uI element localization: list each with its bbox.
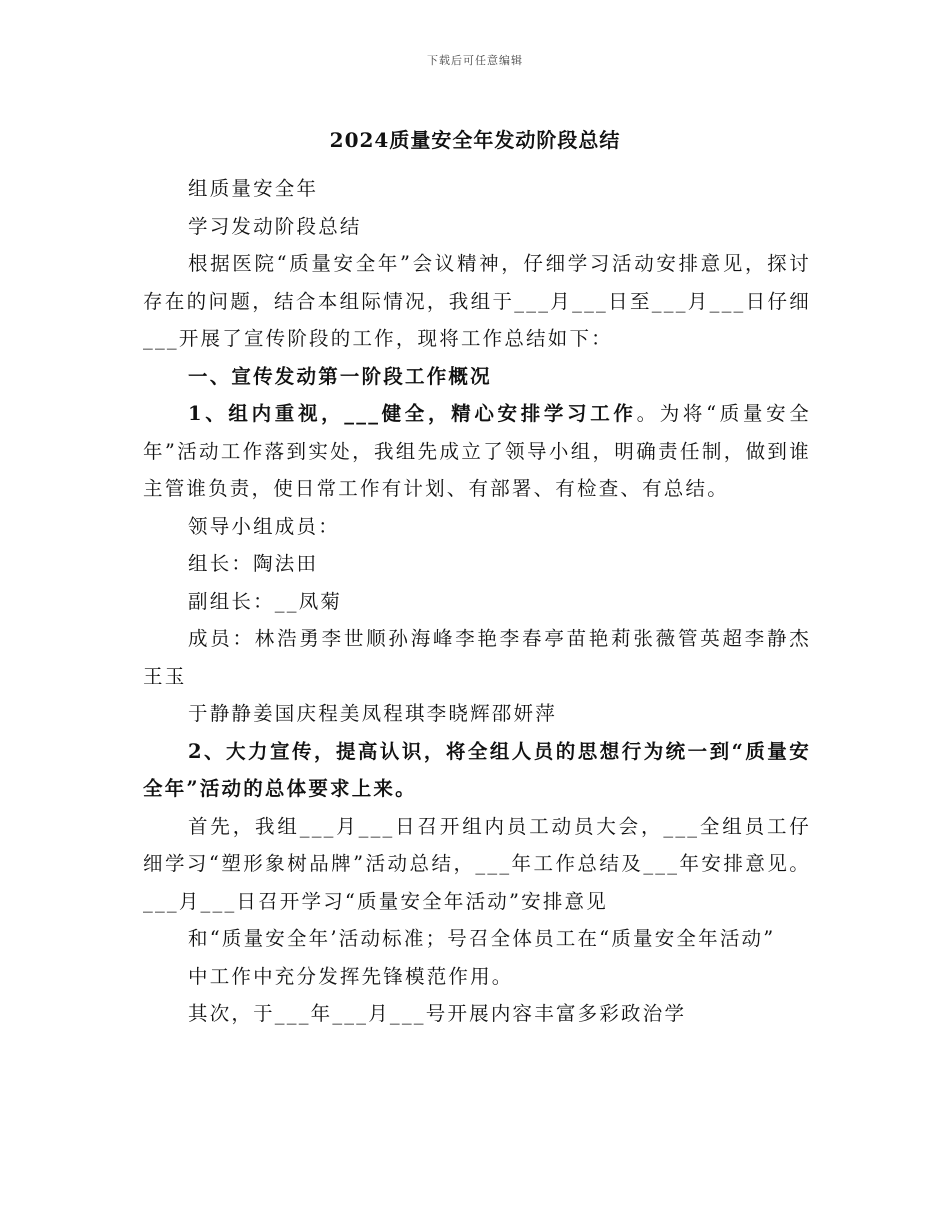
paragraph-role: 中工作中充分发挥先锋模范作用。 — [188, 964, 514, 988]
item-1-text: 。为将“质量安全年”活动工作落到实处，我组先成立了领导小组，明确责任制，做到谁主管谁负责，使日常工作有计划、有部署、有检查、有总结。 — [143, 402, 811, 500]
paragraph-vice-leader: 副组长：__凤菊 — [188, 589, 343, 613]
paragraph-first: 首先，我组___月___日召开组内员工动员大会，___全组员工仔细学习“塑形象树品牌”活动总结，___年工作总结及___年安排意见。___月___日召开学习“质量安全年活动”安排意见 — [143, 814, 811, 913]
paragraph-leaders-label: 领导小组成员： — [188, 514, 340, 538]
paragraph-item-1 — [143, 395, 811, 508]
paragraph-subtitle: 学习发动阶段总结 — [188, 214, 362, 238]
paragraph-members-cont: 于静静姜国庆程美凤程琪李晓辉邵妍萍 — [188, 702, 557, 725]
page-header: 下载后可任意编辑 — [427, 54, 523, 67]
document-body — [143, 170, 811, 1033]
document-title: 2024质量安全年发动阶段总结 — [329, 128, 621, 152]
paragraph-second: 其次，于___年___月___号开展内容丰富多彩政治学 — [188, 1002, 687, 1025]
paragraph-item-2: 2、大力宣传，提高认识，将全组人员的思想行为统一到“质量安全年”活动的总体要求上来。 — [143, 739, 811, 800]
section-heading-1: 一、宣传发动第一阶段工作概况 — [188, 364, 492, 388]
paragraph-leader: 组长：陶法田 — [188, 552, 319, 575]
paragraph-group-name: 组质量安全年 — [188, 177, 319, 200]
item-1-heading: 1、组内重视，___健全，精心安排学习工作 — [188, 402, 637, 425]
paragraph-members: 成员：林浩勇李世顺孙海峰李艳李春亭苗艳莉张薇管英超李静杰王玉 — [143, 627, 811, 688]
paragraph-intro: 根据医院“质量安全年”会议精神，仔细学习活动安排意见，探讨存在的问题，结合本组际情况，我组于___月___日至___月___日仔细___开展了宣传阶段的工作，现将工作总结如下： — [143, 252, 811, 350]
paragraph-standard: 和“质量安全年’活动标准；号召全体员工在“质量安全年活动” — [188, 927, 776, 950]
